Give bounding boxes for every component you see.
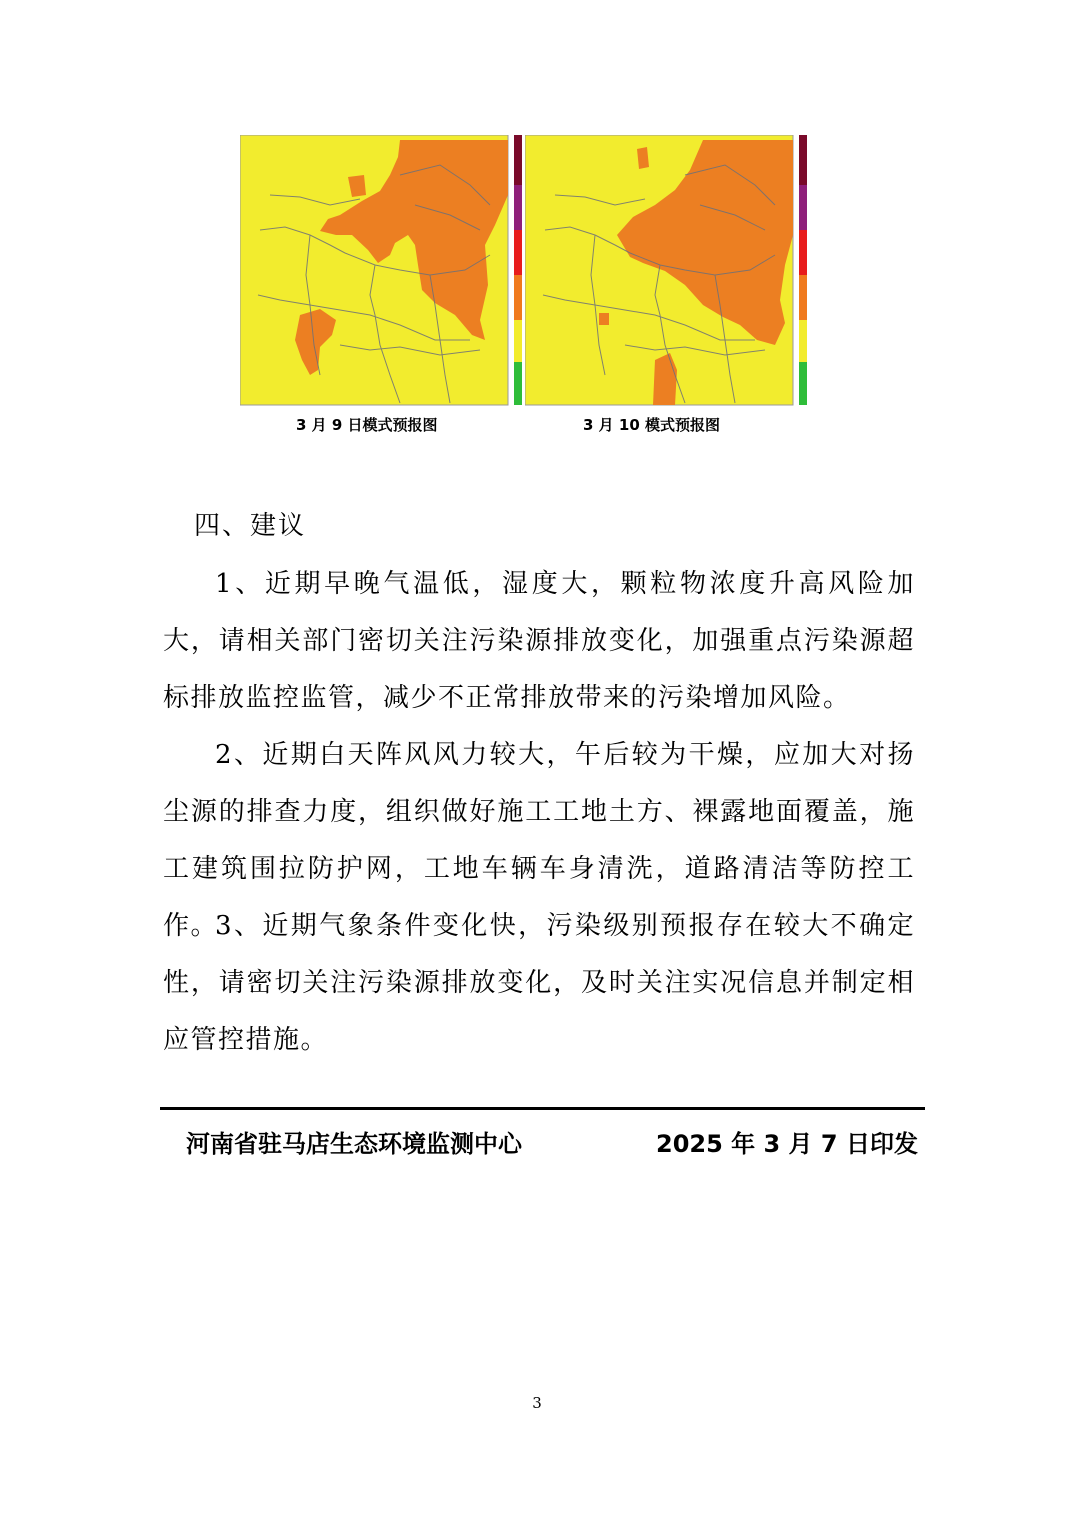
figure-caption-mar9: 3 月 9 日模式预报图: [296, 416, 438, 434]
issue-date: 2025 年 3 月 7 日印发: [656, 1130, 918, 1158]
polluted-region-dot: [599, 313, 609, 325]
polluted-region-small: [637, 147, 649, 169]
footer-divider: [160, 1107, 925, 1110]
forecast-map-mar9: [240, 135, 525, 407]
recommendation-paragraph-3: 3、近期气象条件变化快，污染级别预报存在较大不确定性，请密切关注污染源排放变化，及时关注实况信息并制定相应管控措施。: [163, 911, 915, 1055]
pollution-legend-bar: [514, 135, 522, 405]
figure-caption-mar10: 3 月 10 模式预报图: [583, 416, 720, 434]
recommendation-paragraph-1: 1、近期早晚气温低，湿度大，颗粒物浓度升高风险加大，请相关部门密切关注污染源排放变化，加强重点污染源超标排放监控监管，减少不正常排放带来的污染增加风险。: [163, 569, 915, 713]
page-number: 3: [532, 1394, 542, 1412]
forecast-map-mar10: [525, 135, 810, 407]
pollution-legend-bar: [799, 135, 807, 405]
section-heading: 四、建议: [194, 511, 307, 541]
issuing-organization: 河南省驻马店生态环境监测中心: [186, 1130, 522, 1158]
recommendation-paragraph-2: 2、近期白天阵风风力较大，午后较为干燥，应加大对扬尘源的排查力度，组织做好施工工地土方、裸露地面覆盖，施工建筑围拉防护网，工地车辆车身清洗，道路清洁等防控工作。: [163, 740, 915, 941]
